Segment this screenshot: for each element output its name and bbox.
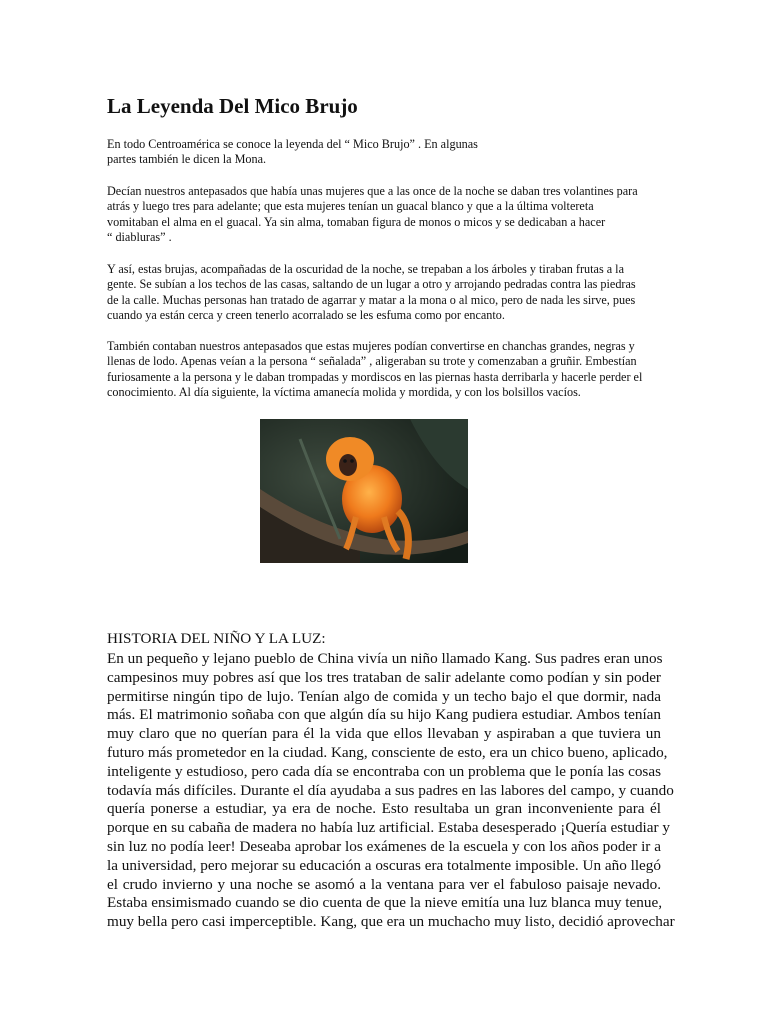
- text-line: todavía más difíciles. Durante el día ayudaba a sus padres en las labores del campo, y cuando: [107, 781, 674, 799]
- text-line: También contaban nuestros antepasados que estas mujeres podían convertirse en chanchas grandes, negras y: [107, 339, 635, 353]
- text-line: conocimiento. Al día siguiente, la víctima amanecía molida y mordida, y con los bolsillos vacíos.: [107, 385, 581, 400]
- text-line: vomitaban el alma en el guacal. Ya sin alma, tomaban figura de monos o micos y se dedicaban a hacer: [107, 214, 606, 229]
- text-line: En todo Centroamérica se conoce la leyenda del “ Mico Brujo” . En algunas: [107, 137, 478, 151]
- text-line: campesinos muy pobres así que los tres trataban de salir adelante como podían y sin poder: [107, 668, 661, 686]
- text-line: partes también le dicen la Mona.: [107, 152, 267, 167]
- paragraph-intro: [107, 137, 667, 168]
- tamarin-illustration: [260, 419, 468, 563]
- paragraph-witches: [107, 262, 667, 324]
- text-line: Estaba ensimismado cuando se dio cuenta de que la nieve emitía una luz blanca muy tenue,: [107, 894, 662, 912]
- text-line: sin luz no podía leer! Deseaba aprobar los exámenes de la escuela y con los años poder ir a: [107, 837, 661, 855]
- text-line: más. El matrimonio soñaba con que algún día su hijo Kang pudiera estudiar. Ambos tenían: [107, 706, 661, 724]
- text-line: En un pequeño y lejano pueblo de China vivía un niño llamado Kang. Sus padres eran unos: [107, 650, 663, 667]
- text-line: cuando ya están cerca y creen tenerlo acorralado se les esfuma como por encanto.: [107, 308, 505, 323]
- paragraph-pigs: [107, 339, 667, 401]
- text-line: Y así, estas brujas, acompañadas de la oscuridad de la noche, se trepaban a los árboles y tiraban frutas a la: [107, 262, 624, 276]
- text-line: el crudo invierno y una noche se asomó a la ventana para ver el fabuloso paisaje nevado.: [107, 875, 661, 893]
- story-heading: HISTORIA DEL NIÑO Y LA LUZ:: [107, 630, 326, 647]
- text-line: Decían nuestros antepasados que había unas mujeres que a las once de la noche se daban tres volantines para: [107, 184, 638, 198]
- text-line: de la calle. Muchas personas han tratado de agarrar y matar a la mona o al mico, pero de nada les sirve, pues: [107, 292, 636, 307]
- tamarin-photo: [260, 419, 468, 563]
- paragraph-ancestors: [107, 184, 667, 246]
- story-body: [107, 650, 675, 932]
- text-line: llenas de lodo. Apenas veían a la persona “ señalada” , aligeraban su trote y comenzaban a gruñir. Embestían: [107, 354, 637, 369]
- text-line: “ diabluras” .: [107, 230, 172, 245]
- text-line: futuro más prometedor en la ciudad. Kang, consciente de esto, era un chico bueno, aplicado,: [107, 743, 668, 761]
- text-line: quería ponerse a estudiar, ya era de noche. Esto resultaba un gran inconveniente para él: [107, 800, 661, 818]
- document-title: La Leyenda Del Mico Brujo: [107, 94, 358, 118]
- text-line: muy claro que no querían para él la vida que ellos llevaban y aspiraban a que tuviera un: [107, 725, 661, 743]
- text-line: permitirse ningún tipo de lujo. Tenían algo de comida y un techo bajo el que dormir, nada: [107, 687, 661, 705]
- text-line: gente. Se subían a los techos de las casas, saltando de un lugar a otro y arrojando pedradas contra las piedras: [107, 277, 636, 292]
- text-line: muy bella pero casi imperceptible. Kang, que era un muchacho muy listo, decidió aprovechar: [107, 913, 675, 931]
- text-line: porque en su cabaña de madera no había luz artificial. Estaba desesperado ¡Quería estudiar y: [107, 819, 670, 837]
- text-line: atrás y luego tres para adelante; que esta mujeres tenían un guacal blanco y que a la última voltereta: [107, 199, 594, 214]
- text-line: la universidad, pero mejorar su educación a oscuras era totalmente imposible. Un año llegó: [107, 856, 661, 874]
- text-line: furiosamente a la persona y le daban trompadas y mordiscos en las piernas hasta derribarla y hacerle perder el: [107, 369, 643, 384]
- text-line: inteligente y estudioso, pero cada día se encontraba con un problema que le ponía las cosas: [107, 762, 661, 780]
